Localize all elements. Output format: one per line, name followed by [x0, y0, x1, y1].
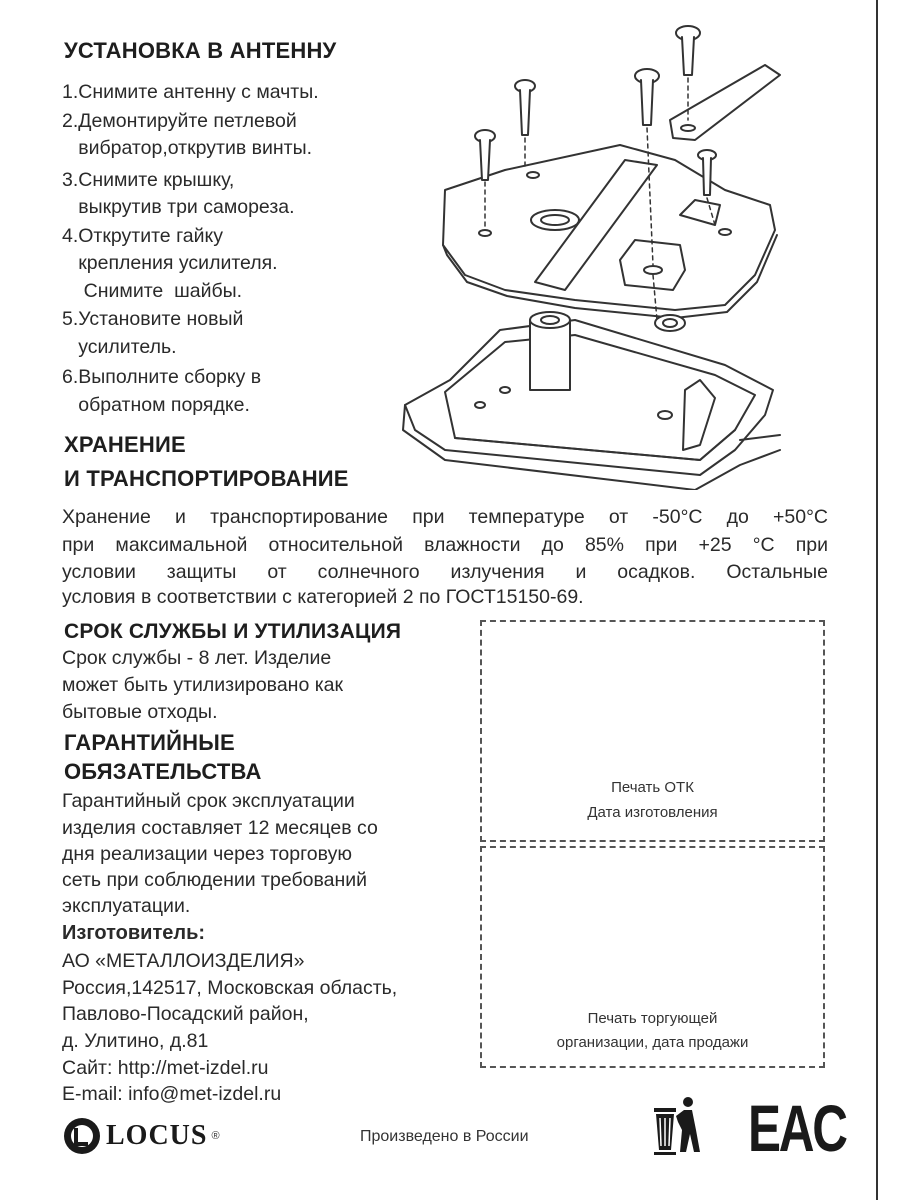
sale-date-label: организации, дата продажи	[556, 1034, 749, 1051]
install-step: вибратор,открутив винты.	[62, 137, 312, 159]
registered-mark: ®	[211, 1130, 220, 1142]
recycle-bin-icon	[648, 1090, 708, 1160]
install-step: 3.Снимите крышку,	[62, 169, 235, 191]
seller-stamp-box	[480, 846, 825, 1068]
warranty-text-line: изделия составляет 12 месяцев со	[62, 817, 378, 839]
seller-stamp-label: Печать торгующей	[587, 1010, 718, 1027]
install-step: 5.Установите новый	[62, 308, 244, 330]
install-step: выкрутив три самореза.	[62, 196, 295, 218]
install-step: 2.Демонтируйте петлевой	[62, 110, 297, 132]
made-in-russia: Произведено в России	[360, 1128, 529, 1145]
brand-name: LOCUS	[106, 1120, 208, 1151]
storage-text-line: условии защиты от солнечного излучения и осадков. Остальные	[62, 561, 828, 583]
locus-logo	[62, 1116, 220, 1156]
manufacturer-email[interactable]: E-mail: info@met-izdel.ru	[62, 1083, 282, 1105]
warranty-text-line: сеть при соблюдении требований	[62, 869, 368, 891]
amplifier-assembly-diagram	[395, 20, 785, 490]
warranty-title-line2: ОБЯЗАТЕЛЬСТВА	[64, 759, 262, 784]
manufacturer-line: АО «МЕТАЛЛОИЗДЕЛИЯ»	[62, 950, 305, 972]
manufacturer-website[interactable]: Сайт: http://met-izdel.ru	[62, 1057, 269, 1079]
service-text-line: может быть утилизировано как	[62, 674, 344, 696]
manufacture-date-label: Дата изготовления	[587, 804, 718, 821]
page-edge-line	[876, 0, 878, 1200]
storage-text-line: при максимальной относительной влажности до 85% при +25 °С при	[62, 534, 828, 556]
install-step: усилитель.	[62, 336, 177, 358]
install-step: крепления усилителя.	[62, 252, 278, 274]
manufacturer-line: д. Улитино, д.81	[62, 1030, 209, 1052]
install-step: 4.Открутите гайку	[62, 225, 223, 247]
service-text-line: Срок службы - 8 лет. Изделие	[62, 647, 332, 669]
warranty-title-line1: ГАРАНТИЙНЫЕ	[64, 730, 235, 755]
service-text-line: бытовые отходы.	[62, 701, 218, 723]
warranty-text-line: Гарантийный срок эксплуатации	[62, 790, 355, 812]
warranty-text-line: дня реализации через торговую	[62, 843, 352, 865]
install-step: 6.Выполните сборку в	[62, 366, 262, 388]
install-title: УСТАНОВКА В АНТЕННУ	[64, 38, 337, 63]
storage-title-line1: ХРАНЕНИЕ	[64, 432, 186, 457]
manufacturer-line: Россия,142517, Московская область,	[62, 977, 398, 999]
storage-title-line2: И ТРАНСПОРТИРОВАНИЕ	[64, 466, 349, 491]
install-step: Снимите шайбы.	[62, 280, 243, 302]
install-step: 1.Снимите антенну с мачты.	[62, 81, 319, 103]
manufacturer-label: Изготовитель:	[62, 922, 206, 944]
otk-stamp-box	[480, 620, 825, 842]
storage-text-line: Хранение и транспортирование при температуре от -50°С до +50°С	[62, 506, 828, 528]
otk-stamp-label: Печать ОТК	[611, 779, 694, 796]
warranty-text-line: эксплуатации.	[62, 895, 191, 917]
storage-text-line: условия в соответствии с категорией 2 по ГОСТ15150-69.	[62, 586, 584, 608]
service-title: СРОК СЛУЖБЫ И УТИЛИЗАЦИЯ	[64, 620, 402, 643]
locus-emblem-icon	[62, 1116, 102, 1156]
eac-mark: EAC	[748, 1091, 846, 1165]
manufacturer-line: Павлово-Посадский район,	[62, 1003, 309, 1025]
install-step: обратном порядке.	[62, 394, 250, 416]
